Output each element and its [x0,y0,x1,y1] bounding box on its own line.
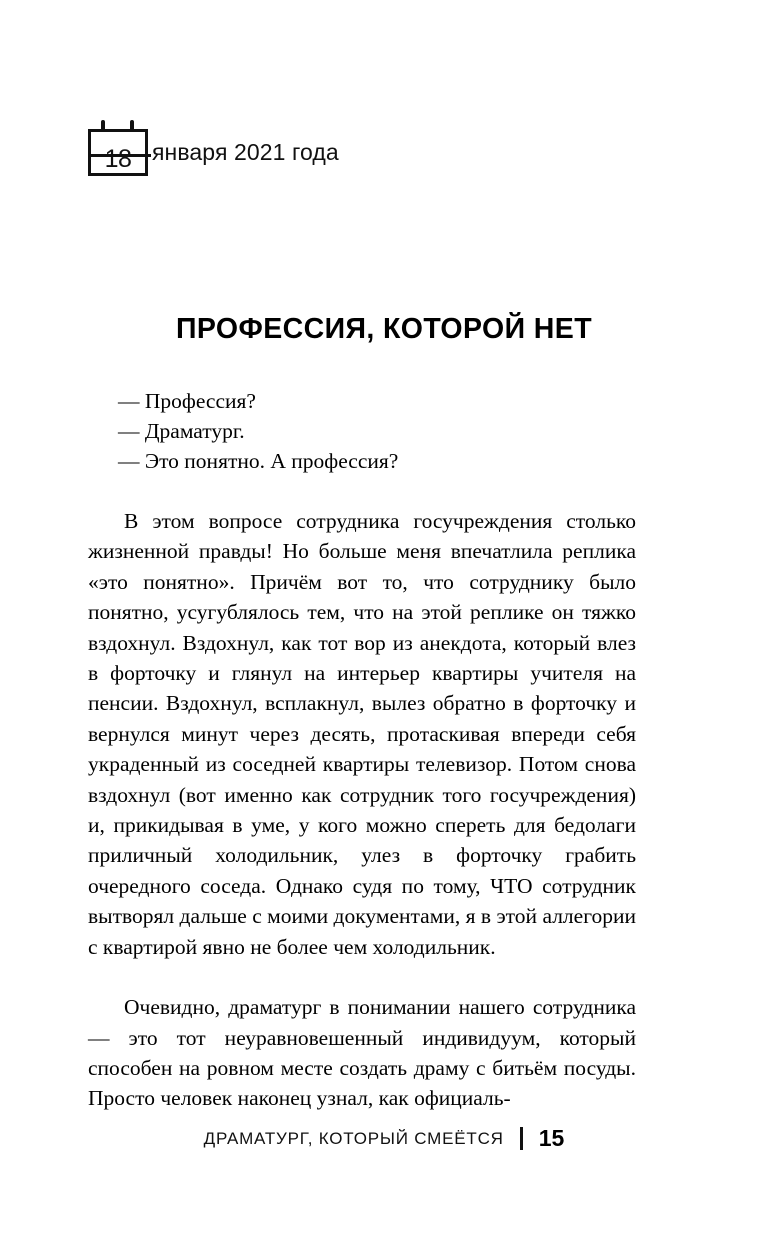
footer-separator [520,1127,523,1150]
paragraph: В этом вопросе сотрудника госучреждения столько жизненной правды! Но больше меня впечатлила реплика «это понятно». Причём вот то, что сотруднику было понятно, усугублялось тем, что на этой реплике он тяжко вздохнул. Вздохнул, как тот вор из анекдота, который влез в форточку и глянул на интерьер квартиры учителя на пенсии. Вздохнул, всплакнул, вылез обратно в форточку и вернулся минут через десять, протаскивая впереди себя украденный из соседней квартиры телевизор. Потом снова вздохнул (вот именно как сотрудник того госучреждения) и, прикидывая в уме, у кого можно спереть для бедолаги приличный холодильник, улез в форточку грабить очередного соседа. Однако судя по тому, ЧТО сотрудник вытворял дальше с моими документами, я в этой аллегории с квартирой явно не более чем холодильник. [88,509,636,959]
calendar-day-number: 18 [104,145,132,173]
date-header [88,120,339,178]
footer-book-title: ДРАМАТУРГ, КОТОРЫЙ СМЕЁТСЯ [203,1128,504,1148]
dialogue-block [118,386,636,476]
date-label: января 2021 года [152,138,339,165]
page-footer [0,1125,768,1152]
calendar-icon [88,120,150,178]
dialogue-line: — Это понятно. А профессия? [118,449,399,473]
footer-page-number: 15 [538,1125,565,1151]
paragraph: Очевидно, драматург в понимании нашего сотрудника — это тот неуравновешенный индивидуум, который способен на ровном месте создать драму с битьём посуды. Просто человек наконец узнал, как официаль- [88,995,636,1111]
dialogue-line: — Профессия? [118,389,256,413]
body-content [88,386,636,1114]
dialogue-line: — Драматург. [118,419,245,443]
page-title: ПРОФЕССИЯ, КОТОРОЙ НЕТ [175,313,593,345]
